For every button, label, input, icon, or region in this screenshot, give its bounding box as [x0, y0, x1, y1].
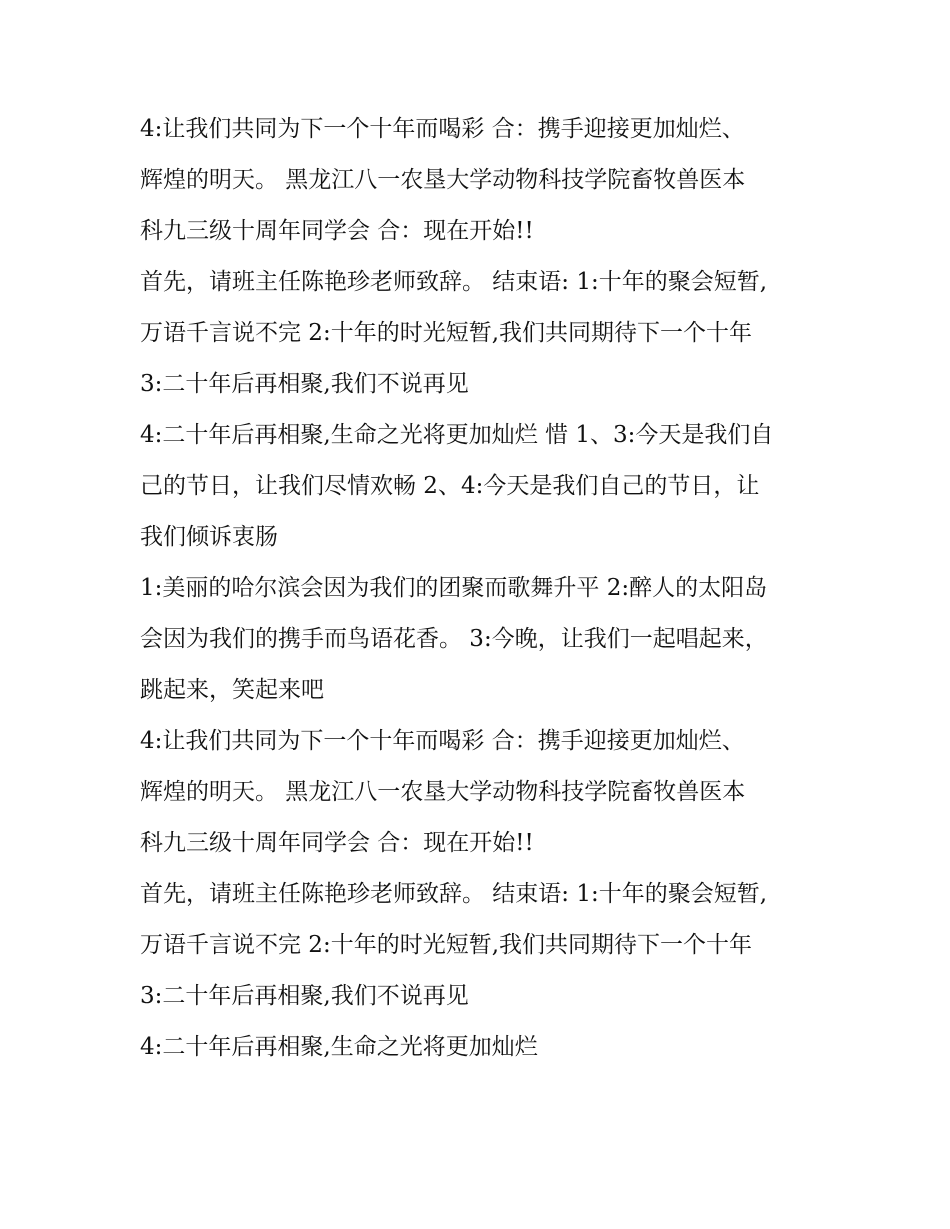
text-line: 3:二十年后再相聚,我们不说再见 [140, 371, 469, 397]
text-line: 3:二十年后再相聚,我们不说再见 [140, 983, 469, 1009]
text-line: 跳起来，笑起来吧 [140, 677, 324, 703]
text-line: 4:二十年后再相聚,生命之光将更加灿烂 惜 1、3:今天是我们自 [140, 422, 774, 448]
text-line: 4:让我们共同为下一个十年而喝彩 合：携手迎接更加灿烂、 [140, 116, 745, 142]
text-line: 辉煌的明天。 黑龙江八一农垦大学动物科技学院畜牧兽医本 [140, 779, 746, 805]
text-line: 我们倾诉衷肠 [140, 524, 278, 550]
document-body [140, 104, 820, 1073]
text-line: 辉煌的明天。 黑龙江八一农垦大学动物科技学院畜牧兽医本 [140, 167, 746, 193]
text-line: 科九三级十周年同学会 合：现在开始!! [140, 830, 534, 856]
text-line: 4:二十年后再相聚,生命之光将更加灿烂 [140, 1034, 538, 1060]
text-line: 4:让我们共同为下一个十年而喝彩 合：携手迎接更加灿烂、 [140, 728, 745, 754]
text-line: 万语千言说不完 2:十年的时光短暂,我们共同期待下一个十年 [140, 320, 753, 346]
text-line: 1:美丽的哈尔滨会因为我们的团聚而歌舞升平 2:醉人的太阳岛 [140, 575, 768, 601]
text-line: 科九三级十周年同学会 合：现在开始!! [140, 218, 534, 244]
text-line: 万语千言说不完 2:十年的时光短暂,我们共同期待下一个十年 [140, 932, 753, 958]
text-line: 会因为我们的携手而鸟语花香。 3:今晚，让我们一起唱起来， [140, 626, 768, 652]
text-line: 己的节日，让我们尽情欢畅 2、4:今天是我们自己的节日，让 [140, 473, 760, 499]
text-line: 首先，请班主任陈艳珍老师致辞。 结束语: 1:十年的聚会短暂, [140, 881, 768, 907]
text-line: 首先，请班主任陈艳珍老师致辞。 结束语: 1:十年的聚会短暂, [140, 269, 768, 295]
